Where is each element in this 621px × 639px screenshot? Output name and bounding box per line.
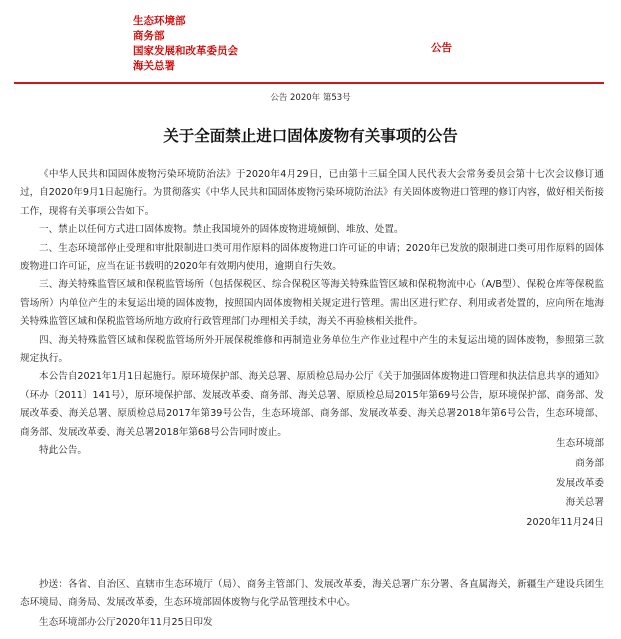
document-body [20, 166, 604, 461]
cc-list: 抄送：各省、自治区、直辖市生态环境厅（局）、商务主管部门、发展改革委，海关总署广东分署、各直属海关，新疆生产建设兵团生态环境局、商务局、发展改革委，生态环境部固体废物与化学品管理技术中心。 [20, 579, 604, 609]
print-issue-line: 生态环境部办公厅2020年11月25日印发 [39, 617, 213, 628]
paragraph-item-3: 三、海关特殊监管区域和保税监管场所（包括保税区、综合保税区等海关特殊监管区域和保税物流中心（A/B型）、保税仓库等保税监管场所）内单位产生的未复运出境的固体废物，按照国内固体废物相关规定进行管理。需出区进行贮存、利用或者处置的，应向所在地海关特殊监管区域和保税监管场所地方政府行政管理部门办理相关手续，海关不再验核相关批件。 [20, 279, 604, 328]
issuer-commerce: 商务部 [133, 30, 165, 42]
signatory: 海关总署 [565, 497, 604, 509]
paragraph-item-4: 四、海关特殊监管区域和保税监管场所外开展保税维修和再制造业务单位生产作业过程中产生的未复运出境的固体废物，参照第三款规定执行。 [20, 334, 604, 365]
paragraph-closing: 特此公告。 [39, 445, 87, 457]
signature-date: 2020年11月24日 [526, 517, 604, 529]
issuing-authorities [133, 14, 238, 74]
paragraph-item-2: 二、生态环境部停止受理和审批限制进口类可用作原料的固体废物进口许可证的申请；2020年已发放的限制进口类可用作原料的固体废物进口许可证，应当在证书载明的2020年有效期内使用，逾期自行失效。 [20, 242, 604, 273]
issuer-customs: 海关总署 [133, 60, 175, 72]
paragraph-effective: 本公告自2021年1月1日起施行。原环境保护部、海关总署、原质检总局办公厅《关于加强固体废物进口管理和执法信息共享的通知》（环办〔2011〕141号），原环境保护部、发展改革委、商务部、海关总署、原质检总局2015年第69号公告，原环境保护部、商务部、发展改革委、海关总署、原质检总局2017年第39号公告，生态环境部、商务部、发展改革委、海关总署2018年第6号公告，生态环境部、商务部、发展改革委、海关总署2018年第68号公告同时废止。 [20, 371, 604, 438]
issuer-ecology-environment: 生态环境部 [133, 15, 186, 27]
paragraph-intro: 《中华人民共和国固体废物污染环境防治法》于2020年4月29日，已由第十三届全国人民代表大会常务委员会第十七次会议修订通过，自2020年9月1日起施行。为贯彻落实《中华人民共和国固体废物污染环境防治法》有关固体废物进口管理的修订内容，做好相关衔接工作，现将有关事项公告如下。 [20, 169, 604, 217]
signature-block [526, 434, 604, 533]
document-title: 关于全面禁止进口固体废物有关事项的公告 [163, 127, 458, 145]
paragraph-item-1: 一、禁止以任何方式进口固体废物。禁止我国境外的固体废物进境倾倒、堆放、处置。 [39, 224, 404, 236]
issuer-ndrc: 国家发展和改革委员会 [133, 45, 238, 57]
signatory: 发展改革委 [556, 477, 604, 489]
notice-label: 公告 [431, 42, 452, 54]
signatory: 商务部 [575, 457, 604, 469]
signatory: 生态环境部 [556, 438, 604, 449]
notice-number: 公告 2020年 第53号 [270, 93, 351, 103]
red-divider [14, 82, 604, 84]
